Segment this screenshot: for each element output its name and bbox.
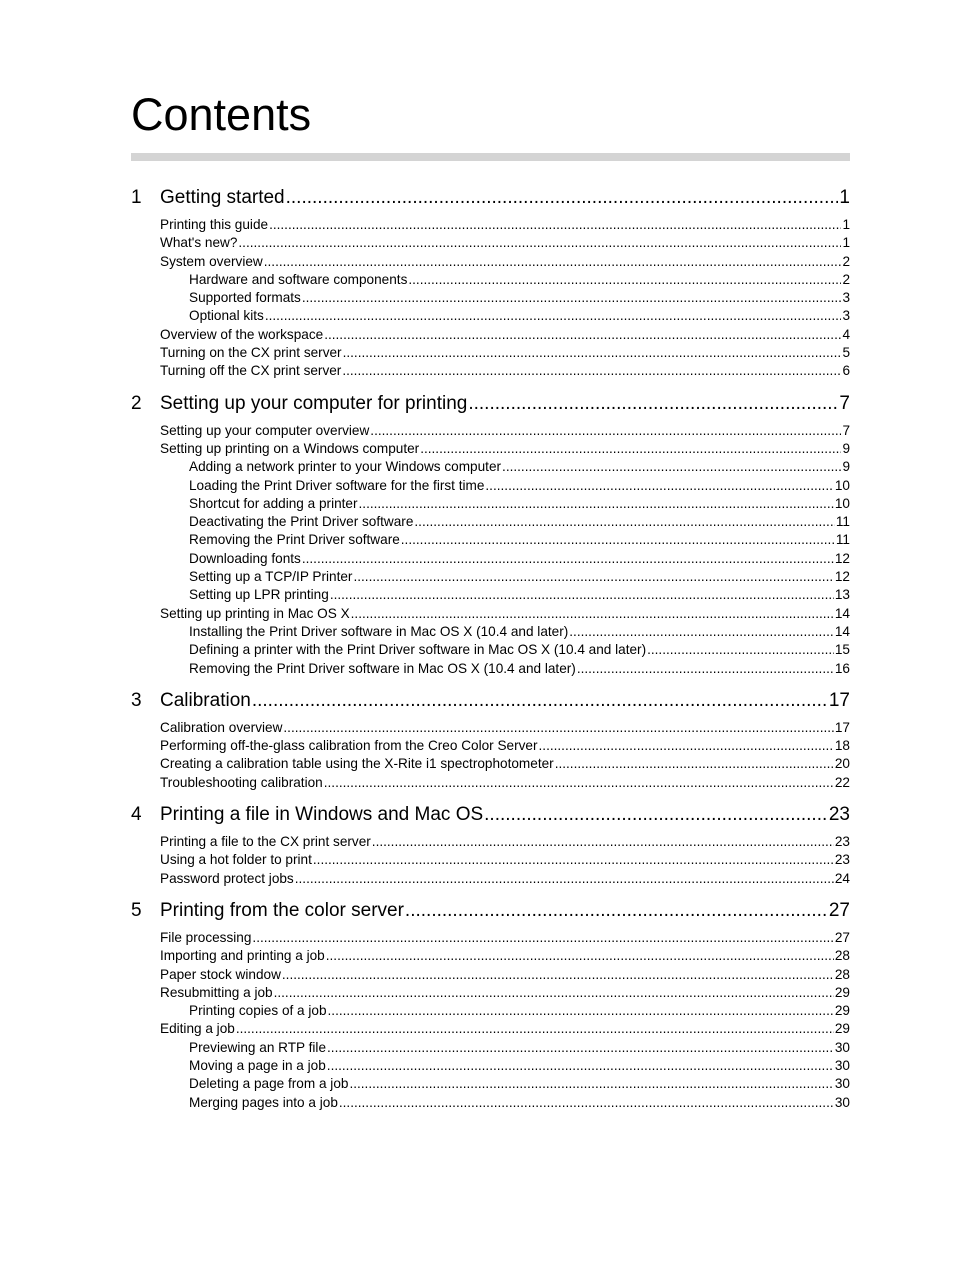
entry-title: Installing the Print Driver software in Mac OS X (10.4 and later) [189,623,569,639]
entry-title: Optional kits [189,308,264,324]
entry-page-number: 9 [842,459,850,475]
toc-entry[interactable] [160,966,850,984]
dot-leader [252,689,828,713]
entry-page-number: 11 [835,514,850,530]
entry-title: Loading the Print Driver software for the first time [189,477,485,493]
chapter-number: 1 [131,187,142,208]
entry-page-number: 6 [842,363,850,379]
toc-chapter [131,689,850,792]
entry-title: Setting up LPR printing [189,587,329,603]
entry-title: Creating a calibration table using the X-Rite i1 spectrophotometer [160,756,554,772]
toc-entry[interactable] [160,870,850,888]
toc-entry[interactable] [189,550,850,568]
entry-page-number: 17 [834,719,850,735]
dot-leader [408,271,841,289]
chapter-page-number: 17 [828,689,850,711]
chapter-title: Getting started [160,187,285,208]
dot-leader [330,586,834,604]
dot-leader [372,833,834,851]
toc-chapter-heading[interactable] [131,392,850,416]
entry-title: Deleting a page from a job [189,1076,349,1092]
toc-chapter-heading[interactable] [131,899,850,923]
entry-title: Adding a network printer to your Windows computer [189,459,502,475]
dot-leader [405,899,828,923]
title-divider [131,153,850,161]
chapter-page-number: 27 [828,899,850,921]
toc-entry[interactable] [160,253,850,271]
dot-leader [353,568,833,586]
toc-chapter [131,392,850,678]
dot-leader [485,477,833,495]
chapter-page-number: 7 [839,392,850,414]
entry-title: Setting up a TCP/IP Printer [189,569,353,585]
entry-page-number: 5 [842,345,850,361]
dot-leader [502,458,841,476]
toc-chapter [131,803,850,888]
toc-entry[interactable] [160,929,850,947]
dot-leader [647,641,834,659]
entry-page-number: 11 [835,532,850,548]
entry-title: Downloading fonts [189,550,301,566]
entry-page-number: 3 [842,308,850,324]
entry-page-number: 10 [834,477,850,493]
toc-entry[interactable] [160,833,850,851]
toc-chapter [131,899,850,1112]
dot-leader [282,966,834,984]
table-of-contents [131,186,850,1123]
chapter-title: Calibration [160,689,251,711]
entry-title: Moving a page in a job [189,1057,326,1073]
toc-entry[interactable] [160,1020,850,1038]
entry-page-number: 28 [834,966,850,982]
dot-leader [343,344,842,362]
toc-entry[interactable] [189,271,850,289]
dot-leader [236,1020,834,1038]
entry-title: Using a hot folder to print [160,852,312,868]
entry-title: Importing and printing a job [160,948,325,964]
dot-leader [370,422,841,440]
chapter-title: Setting up your computer for printing [160,392,468,414]
entry-page-number: 3 [842,290,850,306]
dot-leader [569,623,834,641]
dot-leader [414,513,834,531]
toc-entry[interactable] [160,737,850,755]
entry-page-number: 10 [834,495,850,511]
entry-page-number: 1 [842,235,850,251]
toc-entry[interactable] [189,495,850,513]
entry-title: Calibration overview [160,719,283,735]
toc-entry[interactable] [189,307,850,325]
toc-entry[interactable] [160,362,850,380]
entry-title: Resubmitting a job [160,984,273,1000]
dot-leader [339,1094,834,1112]
dot-leader [349,1075,833,1093]
entry-title: Setting up printing on a Windows computer [160,440,420,456]
dot-leader [484,803,828,827]
chapter-number: 5 [131,899,142,921]
entry-title: Password protect jobs [160,870,294,886]
entry-title: Merging pages into a job [189,1094,338,1110]
dot-leader [539,737,834,755]
chapter-number: 4 [131,804,142,826]
toc-entry[interactable] [160,984,850,1002]
entry-title: Removing the Print Driver software [189,532,400,548]
dot-leader [324,774,834,792]
dot-leader [274,984,834,1002]
dot-leader [468,392,838,416]
dot-leader [269,216,841,234]
dot-leader [252,929,833,947]
toc-chapter-heading[interactable] [131,186,850,210]
chapter-number: 2 [131,392,142,414]
dot-leader [420,440,841,458]
entry-page-number: 24 [834,870,850,886]
entry-page-number: 14 [834,623,850,639]
dot-leader [238,234,841,252]
entry-page-number: 28 [834,948,850,964]
dot-leader [401,531,835,549]
entry-title: File processing [160,929,252,945]
toc-entry[interactable] [189,513,850,531]
toc-entry[interactable] [189,1039,850,1057]
entry-page-number: 12 [834,569,850,585]
dot-leader [342,362,841,380]
entry-title: Printing this guide [160,217,269,232]
toc-entry[interactable] [189,623,850,641]
toc-entry[interactable] [160,344,850,362]
toc-entry[interactable] [189,660,850,678]
entry-page-number: 12 [834,550,850,566]
entry-page-number: 20 [834,756,850,772]
entry-page-number: 15 [834,642,850,658]
entry-title: Setting up your computer overview [160,422,370,438]
toc-entry[interactable] [189,289,850,307]
toc-entry[interactable] [160,774,850,792]
entry-title: Editing a job [160,1021,235,1037]
entry-title: Printing a file to the CX print server [160,834,371,850]
entry-page-number: 2 [842,271,850,287]
dot-leader [324,326,841,344]
toc-entry[interactable] [160,422,850,440]
toc-entry[interactable] [189,586,850,604]
entry-title: Hardware and software components [189,271,408,287]
entry-title: Paper stock window [160,966,281,982]
entry-title: Supported formats [189,290,301,306]
dot-leader [264,253,842,271]
dot-leader [302,550,834,568]
dot-leader [265,307,842,325]
entry-title: Previewing an RTP file [189,1039,327,1055]
entry-page-number: 16 [834,660,850,676]
toc-entry[interactable] [160,234,850,252]
toc-entry[interactable] [189,1094,850,1112]
entry-page-number: 14 [834,605,850,621]
dot-leader [302,289,842,307]
dot-leader [286,186,839,210]
dot-leader [555,755,834,773]
entry-title: Setting up printing in Mac OS X [160,605,350,621]
entry-page-number: 2 [842,253,850,269]
toc-entry[interactable] [160,851,850,869]
dot-leader [295,870,834,888]
entry-title: Turning off the CX print server [160,363,342,379]
entry-title: Defining a printer with the Print Driver software in Mac OS X (10.4 and later) [189,642,647,658]
entry-title: Overview of the workspace [160,326,324,342]
entry-title: Printing copies of a job [189,1003,327,1019]
entry-page-number: 4 [842,326,850,342]
entry-page-number: 30 [834,1057,850,1073]
chapter-number: 3 [131,689,142,711]
toc-entry[interactable] [160,719,850,737]
page-title: Contents [131,89,312,140]
entry-page-number: 29 [834,1021,850,1037]
entry-title: Shortcut for adding a printer [189,495,358,511]
entry-page-number: 7 [842,422,850,438]
entry-title: What's new? [160,235,238,251]
toc-chapter [131,186,850,381]
entry-page-number: 1 [842,217,850,232]
toc-entry[interactable] [189,477,850,495]
entry-page-number: 18 [834,738,850,754]
toc-entry[interactable] [160,605,850,623]
chapter-page-number: 23 [828,804,850,826]
toc-entry[interactable] [189,641,850,659]
entry-title: Performing off-the-glass calibration from the Creo Color Server [160,738,538,754]
toc-entry[interactable] [160,440,850,458]
dot-leader [283,719,833,737]
entry-page-number: 23 [834,852,850,868]
entry-title: Removing the Print Driver software in Mac OS X (10.4 and later) [189,660,576,676]
toc-entry[interactable] [189,1057,850,1075]
entry-title: Turning on the CX print server [160,345,342,361]
chapter-page-number: 1 [839,187,850,208]
entry-page-number: 13 [834,587,850,603]
entry-page-number: 30 [834,1039,850,1055]
dot-leader [351,605,834,623]
chapter-title: Printing from the color server [160,899,404,921]
chapter-title: Printing a file in Windows and Mac OS [160,804,484,826]
entry-page-number: 22 [834,774,850,790]
entry-page-number: 29 [834,1003,850,1019]
toc-entry[interactable] [160,947,850,965]
toc-entry[interactable] [189,1002,850,1020]
dot-leader [327,1057,834,1075]
entry-page-number: 23 [834,834,850,850]
toc-entry[interactable] [189,531,850,549]
entry-page-number: 30 [834,1076,850,1092]
dot-leader [326,947,834,965]
toc-entry[interactable] [160,326,850,344]
entry-page-number: 27 [834,929,850,945]
toc-entry[interactable] [160,755,850,773]
toc-entry[interactable] [160,216,850,234]
toc-entry[interactable] [189,568,850,586]
toc-chapter-heading[interactable] [131,803,850,827]
dot-leader [327,1039,834,1057]
entry-title: Troubleshooting calibration [160,774,323,790]
toc-entry[interactable] [189,458,850,476]
dot-leader [313,851,834,869]
dot-leader [577,660,834,678]
entry-page-number: 30 [834,1094,850,1110]
entry-title: Deactivating the Print Driver software [189,514,414,530]
toc-entry[interactable] [189,1075,850,1093]
entry-page-number: 9 [842,440,850,456]
toc-chapter-heading[interactable] [131,689,850,713]
dot-leader [359,495,834,513]
dot-leader [328,1002,834,1020]
entry-page-number: 29 [834,984,850,1000]
entry-title: System overview [160,253,263,269]
